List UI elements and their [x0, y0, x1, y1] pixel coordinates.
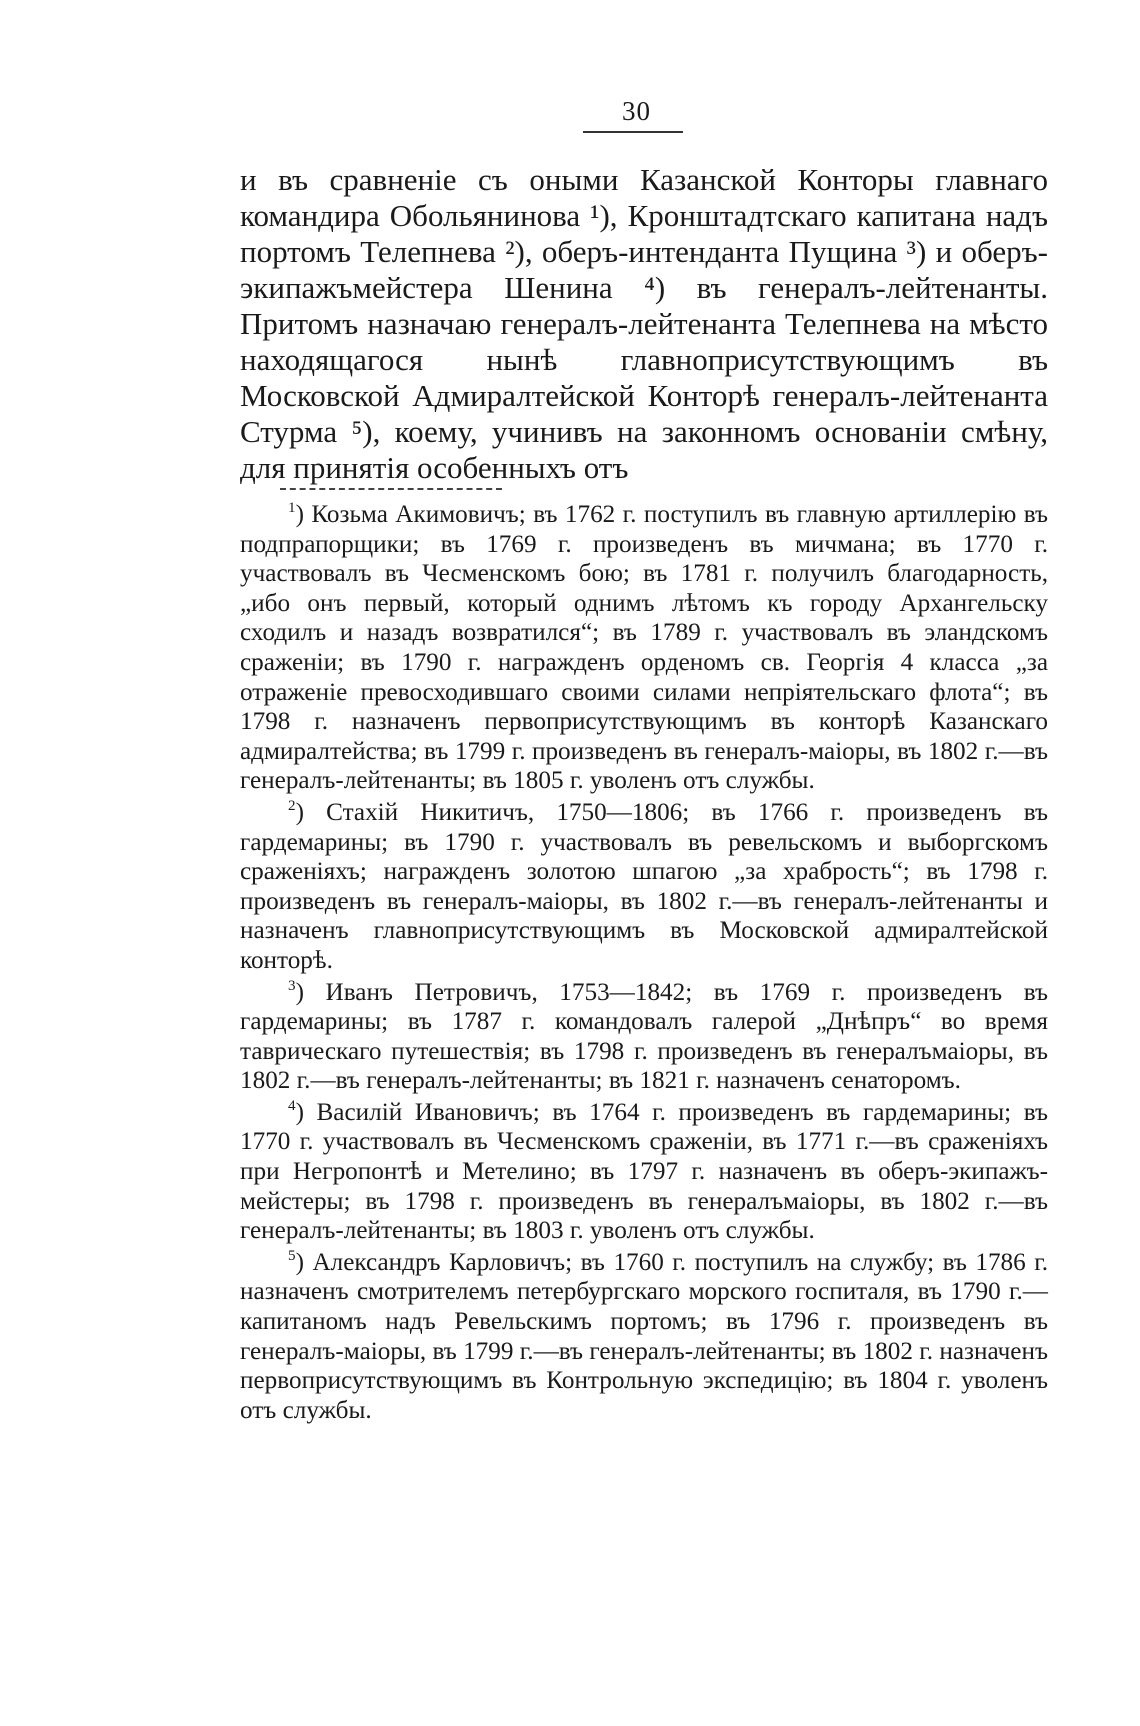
footnote-text: Козьма Акимовичъ; въ 1762 г. поступилъ въ главную артиллерію въ подпрапорщики; въ 1769 г. произведенъ въ мичмана; въ 1770 г. участвовалъ въ Чесменскомъ бою; въ 1781 г. получилъ благодарность, „ибо онъ первый, который однимъ лѣтомъ къ городу Архангельску сходилъ и назадъ возвратился“; въ 1789 г. участвовалъ въ эландскомъ сраженіи; въ 1790 г. награжденъ орденомъ св. Георгія 4 класса „за отраженіе превосходившаго своими силами непріятельскаго флота“; въ 1798 г. назначенъ первоприсутствующимъ въ конторѣ Казанскаго адмиралтейства; въ 1799 г. произведенъ въ генералъ-маіоры, въ 1802 г.—въ генералъ-лейтенанты; въ 1805 г. уволенъ отъ службы. [240, 501, 1048, 795]
footnote-1: $^1$) Козьма Акимовичъ; въ 1762 г. поступилъ въ главную артиллерію въ подпрапорщики; въ 1769 г. произведенъ въ мичмана; въ 1770 г. участвовалъ въ Чесменскомъ бою; въ 1781 г. получилъ благодарность, „ибо онъ первый, который однимъ лѣтомъ къ городу Архангельску сходилъ и назадъ возвратился“; въ 1789 г. участвовалъ въ эландскомъ сраженіи; въ 1790 г. награжденъ орденомъ св. Георгія 4 класса „за отраженіе превосходившаго своими силами непріятельскаго флота“; въ 1798 г. назначенъ первоприсутствующимъ въ конторѣ Казанскаго адмиралтейства; въ 1799 г. произведенъ въ генералъ-маіоры, въ 1802 г.—въ генералъ-лейтенанты; въ 1805 г. уволенъ отъ службы. [240, 500, 1048, 795]
main-paragraph: и въ сравненіе съ оными Казанской Конторы главнаго командира Обольянинова ¹), Кронштадтскаго капитана надъ портомъ Телепнева ²), оберъ-интенданта Пущина ³) и оберъ-экипажъмейстера Шенина ⁴) въ генералъ-лейтенанты. Притомъ назначаю генералъ-лейтенанта Телепнева на мѣсто находящагося нынѣ главноприсутствующимъ въ Московской Адмиралтейской Конторѣ генералъ-лейтенанта Стурма ⁵), коему, учинивъ на законномъ основаніи смѣну, для принятія особенныхъ отъ [240, 162, 1048, 485]
page-number-rule [583, 131, 683, 133]
page-number: 30 [622, 96, 651, 126]
footnote-text: Стахій Никитичъ, 1750—1806; въ 1766 г. произведенъ въ гардемарины; въ 1790 г. участвовалъ въ ревельскомъ и выборгскомъ сраженіяхъ; награжденъ золотою шпагою „за храбрость“; въ 1798 г. произведенъ въ генералъ-маіоры, въ 1802 г.—въ генералъ-лейтенанты и назначенъ главноприсутствующимъ въ Московской адмиралтейской конторѣ. [240, 798, 1048, 974]
footnote-marker: 5 [288, 1248, 296, 1265]
main-text-block [240, 162, 1048, 486]
footnote-2: $^2$) Стахій Никитичъ, 1750—1806; въ 1766 г. произведенъ въ гардемарины; въ 1790 г. участвовалъ въ ревельскомъ и выборгскомъ сраженіяхъ; награжденъ золотою шпагою „за храбрость“; въ 1798 г. произведенъ въ генералъ-маіоры, въ 1802 г.—въ генералъ-лейтенанты и назначенъ главноприсутствующимъ въ Московской адмиралтейской конторѣ. [240, 798, 1048, 974]
footnote-5: $^5$) Александръ Карловичъ; въ 1760 г. поступилъ на службу; въ 1786 г. назначенъ смотрителемъ петербургскаго морского госпиталя, въ 1790 г.—капитаномъ надъ Ревельскимъ портомъ; въ 1796 г. произведенъ въ генералъ-маіоры, въ 1799 г.—въ генералъ-лейтенанты; въ 1802 г. назначенъ первоприсутствующимъ въ Контрольную экспедицію; въ 1804 г. уволенъ отъ службы. [240, 1248, 1048, 1424]
footnote-marker: 1 [288, 500, 296, 517]
footnote-marker: 2 [288, 798, 296, 815]
footnote-4: $^4$) Василій Ивановичъ; въ 1764 г. произведенъ въ гардемарины; въ 1770 г. участвовалъ въ Чесменскомъ сраженіи, въ 1771 г.—въ сраженіяхъ при Негропонтѣ и Метелино; въ 1797 г. назначенъ въ оберъ-экипажъ-мейстеры; въ 1798 г. произведенъ въ генералъмаіоры, въ 1802 г.—въ генералъ-лейтенанты; въ 1803 г. уволенъ отъ службы. [240, 1098, 1048, 1245]
footnote-separator [280, 488, 502, 490]
footnote-3: $^3$) Иванъ Петровичъ, 1753—1842; въ 1769 г. произведенъ въ гардемарины; въ 1787 г. командовалъ галерой „Днѣпръ“ во время таврическаго путешествія; въ 1798 г. произведенъ въ генералъмаіоры, въ 1802 г.—въ генералъ-лейтенанты; въ 1821 г. назначенъ сенаторомъ. [240, 977, 1048, 1095]
footnote-marker: 4 [288, 1098, 296, 1115]
footnote-text: Иванъ Петровичъ, 1753—1842; въ 1769 г. произведенъ въ гардемарины; въ 1787 г. командовалъ галерой „Днѣпръ“ во время таврическаго путешествія; въ 1798 г. произведенъ въ генералъмаіоры, въ 1802 г.—въ генералъ-лейтенанты; въ 1821 г. назначенъ сенаторомъ. [240, 978, 1048, 1095]
footnote-text: Александръ Карловичъ; въ 1760 г. поступилъ на службу; въ 1786 г. назначенъ смотрителемъ петербургскаго морского госпиталя, въ 1790 г.—капитаномъ надъ Ревельскимъ портомъ; въ 1796 г. произведенъ въ генералъ-маіоры, въ 1799 г.—въ генералъ-лейтенанты; въ 1802 г. назначенъ первоприсутствующимъ въ Контрольную экспедицію; въ 1804 г. уволенъ отъ службы. [240, 1248, 1048, 1424]
footnote-marker: 3 [288, 977, 296, 994]
footnote-text: Василій Ивановичъ; въ 1764 г. произведенъ въ гардемарины; въ 1770 г. участвовалъ въ Чесменскомъ сраженіи, въ 1771 г.—въ сраженіяхъ при Негропонтѣ и Метелино; въ 1797 г. назначенъ въ оберъ-экипажъ-мейстеры; въ 1798 г. произведенъ въ генералъмаіоры, въ 1802 г.—въ генералъ-лейтенанты; въ 1803 г. уволенъ отъ службы. [240, 1098, 1048, 1245]
footnotes [240, 500, 1048, 1425]
